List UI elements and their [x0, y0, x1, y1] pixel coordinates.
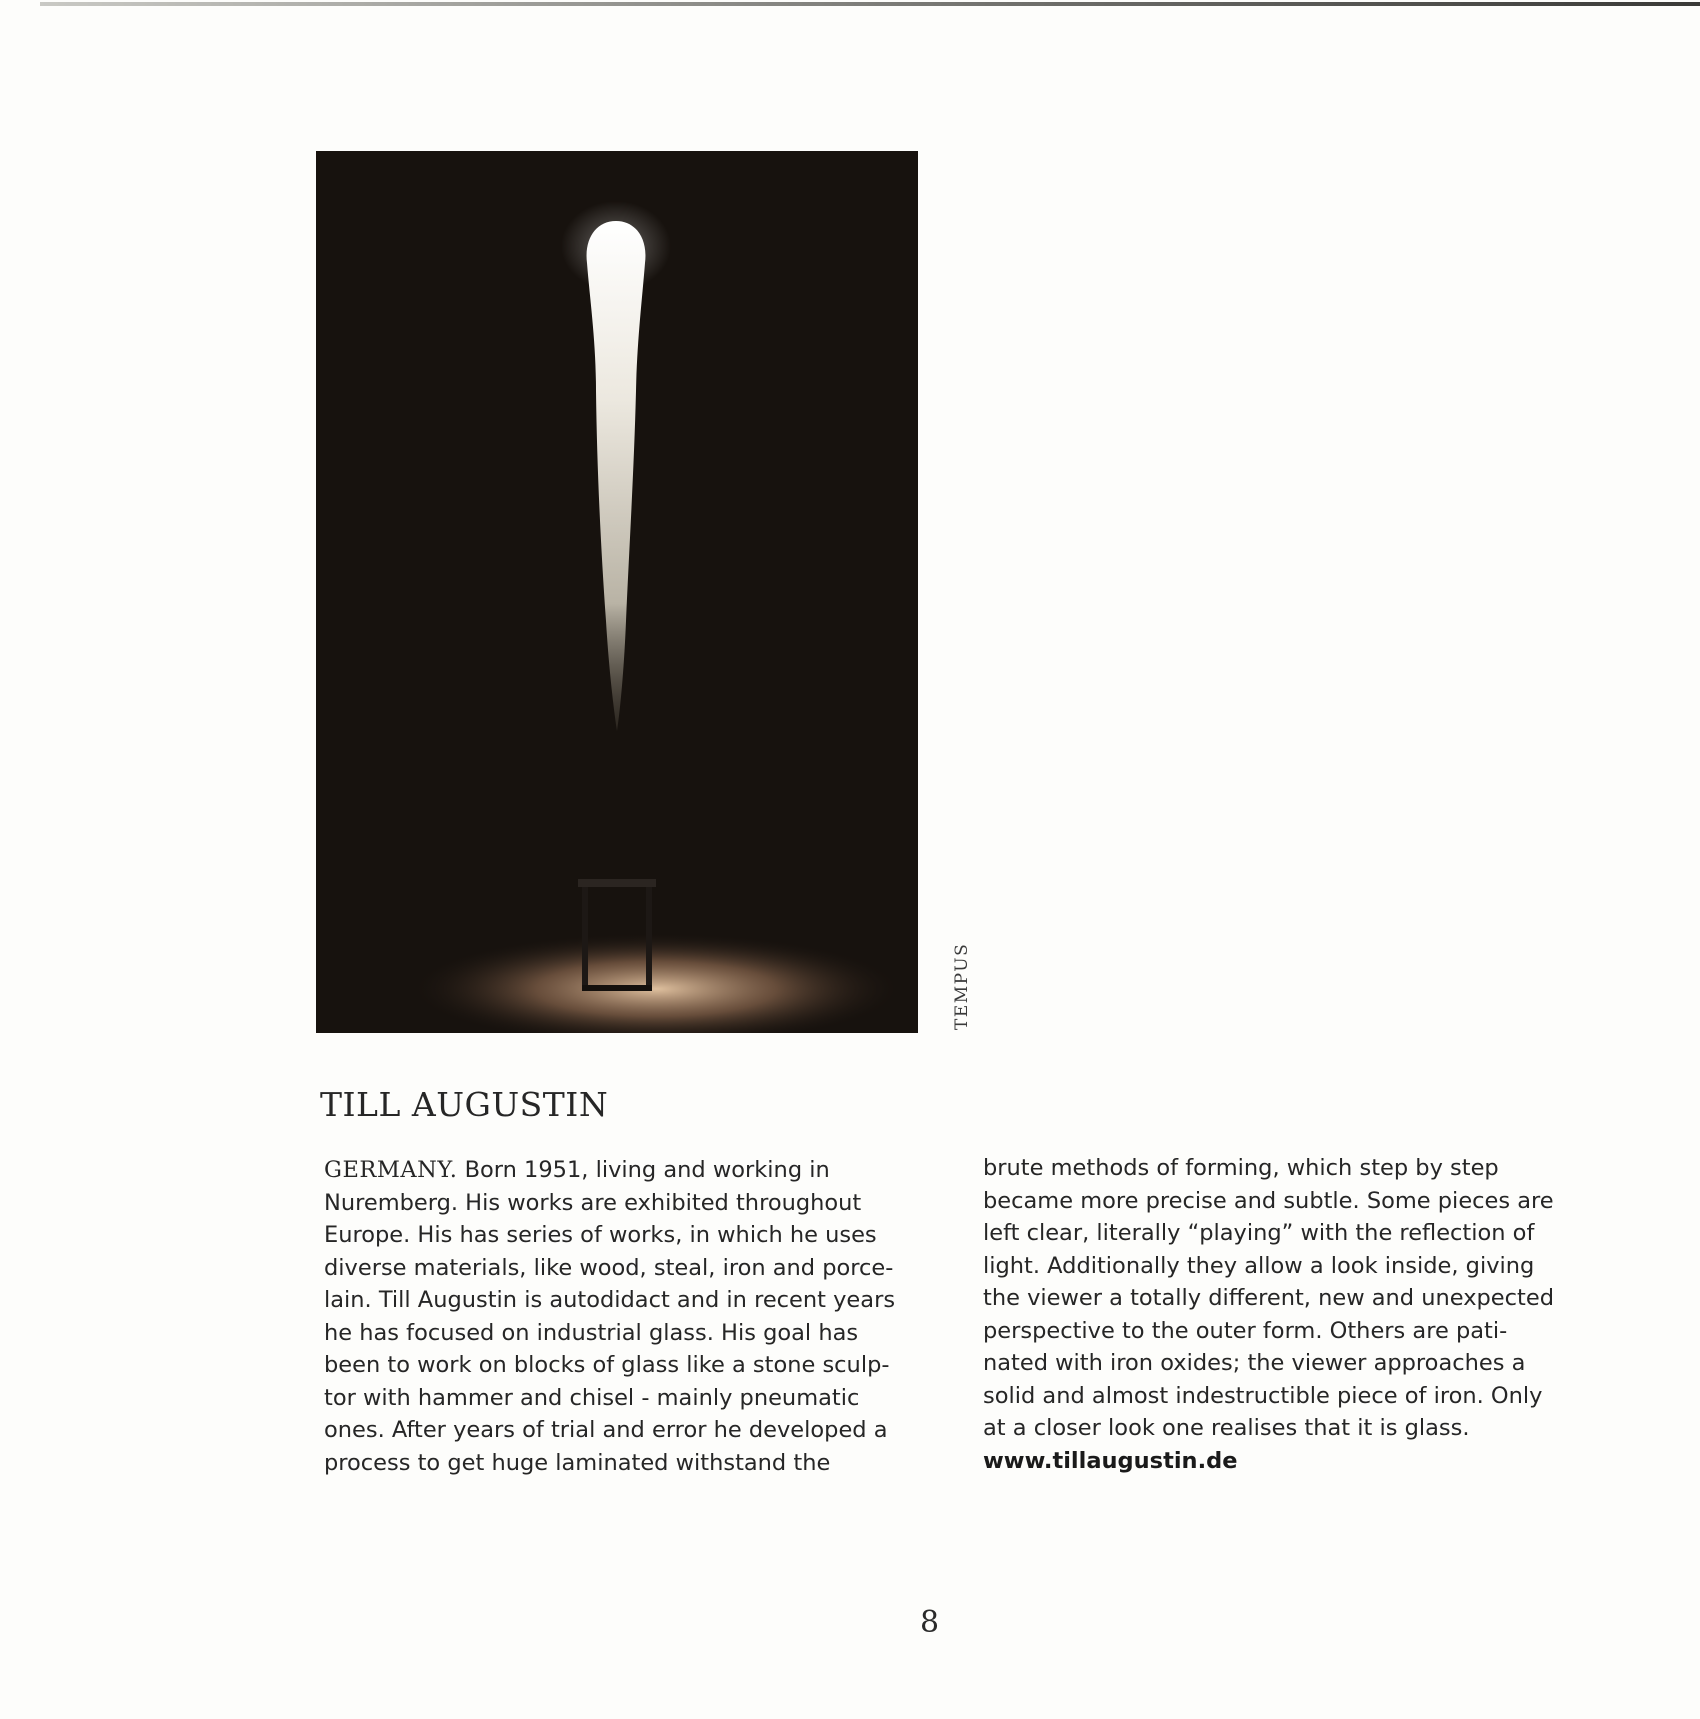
bio-right-column — [983, 1152, 1554, 1477]
bio-line: lain. Till Augustin is autodidact and in recent years — [324, 1287, 896, 1313]
bio-line: light. Additionally they allow a look inside, giving — [983, 1252, 1535, 1279]
bio-line: brute methods of forming, which step by step — [983, 1155, 1499, 1181]
bio-line-text: Born 1951, living and working in — [457, 1157, 830, 1183]
country-label: GERMANY. — [324, 1157, 458, 1183]
bio-line: left clear, literally “playing” with the reflection of — [983, 1220, 1535, 1246]
page-number: 8 — [920, 1605, 940, 1640]
bio-line: the viewer a totally different, new and unexpected — [983, 1285, 1554, 1311]
bio-line: process to get huge laminated withstand the — [324, 1449, 831, 1476]
artist-name: TILL AUGUSTIN — [320, 1085, 609, 1124]
bio-line: diverse materials, like wood, steal, iron and porce- — [324, 1254, 894, 1281]
bio-line: perspective to the outer form. Others are pati- — [983, 1317, 1508, 1344]
bio-line: nated with iron oxides; the viewer approaches a — [983, 1350, 1526, 1376]
website-link[interactable]: www.tillaugustin.de — [983, 1447, 1238, 1474]
bio-line: tor with hammer and chisel - mainly pneumatic — [324, 1384, 860, 1411]
bio-line: at a closer look one realises that it is glass. — [983, 1415, 1470, 1441]
bio-line: ones. After years of trial and error he developed a — [324, 1417, 888, 1443]
bio-line: been to work on blocks of glass like a stone sculp- — [324, 1352, 890, 1378]
bio-line: became more precise and subtle. Some pieces are — [983, 1187, 1554, 1214]
artwork-photo — [316, 151, 918, 1033]
bio-line — [324, 1154, 894, 1187]
bio-left-column — [324, 1154, 894, 1479]
scan-edge — [40, 2, 1700, 6]
artwork-illustration — [316, 151, 918, 1033]
photo-caption: TEMPUS — [952, 942, 972, 1030]
bio-line: he has focused on industrial glass. His goal has — [324, 1319, 859, 1346]
bio-line: Europe. His has series of works, in which he uses — [324, 1222, 877, 1248]
bio-line: Nuremberg. His works are exhibited throughout — [324, 1189, 862, 1216]
bio-line: solid and almost indestructible piece of iron. Only — [983, 1382, 1543, 1409]
